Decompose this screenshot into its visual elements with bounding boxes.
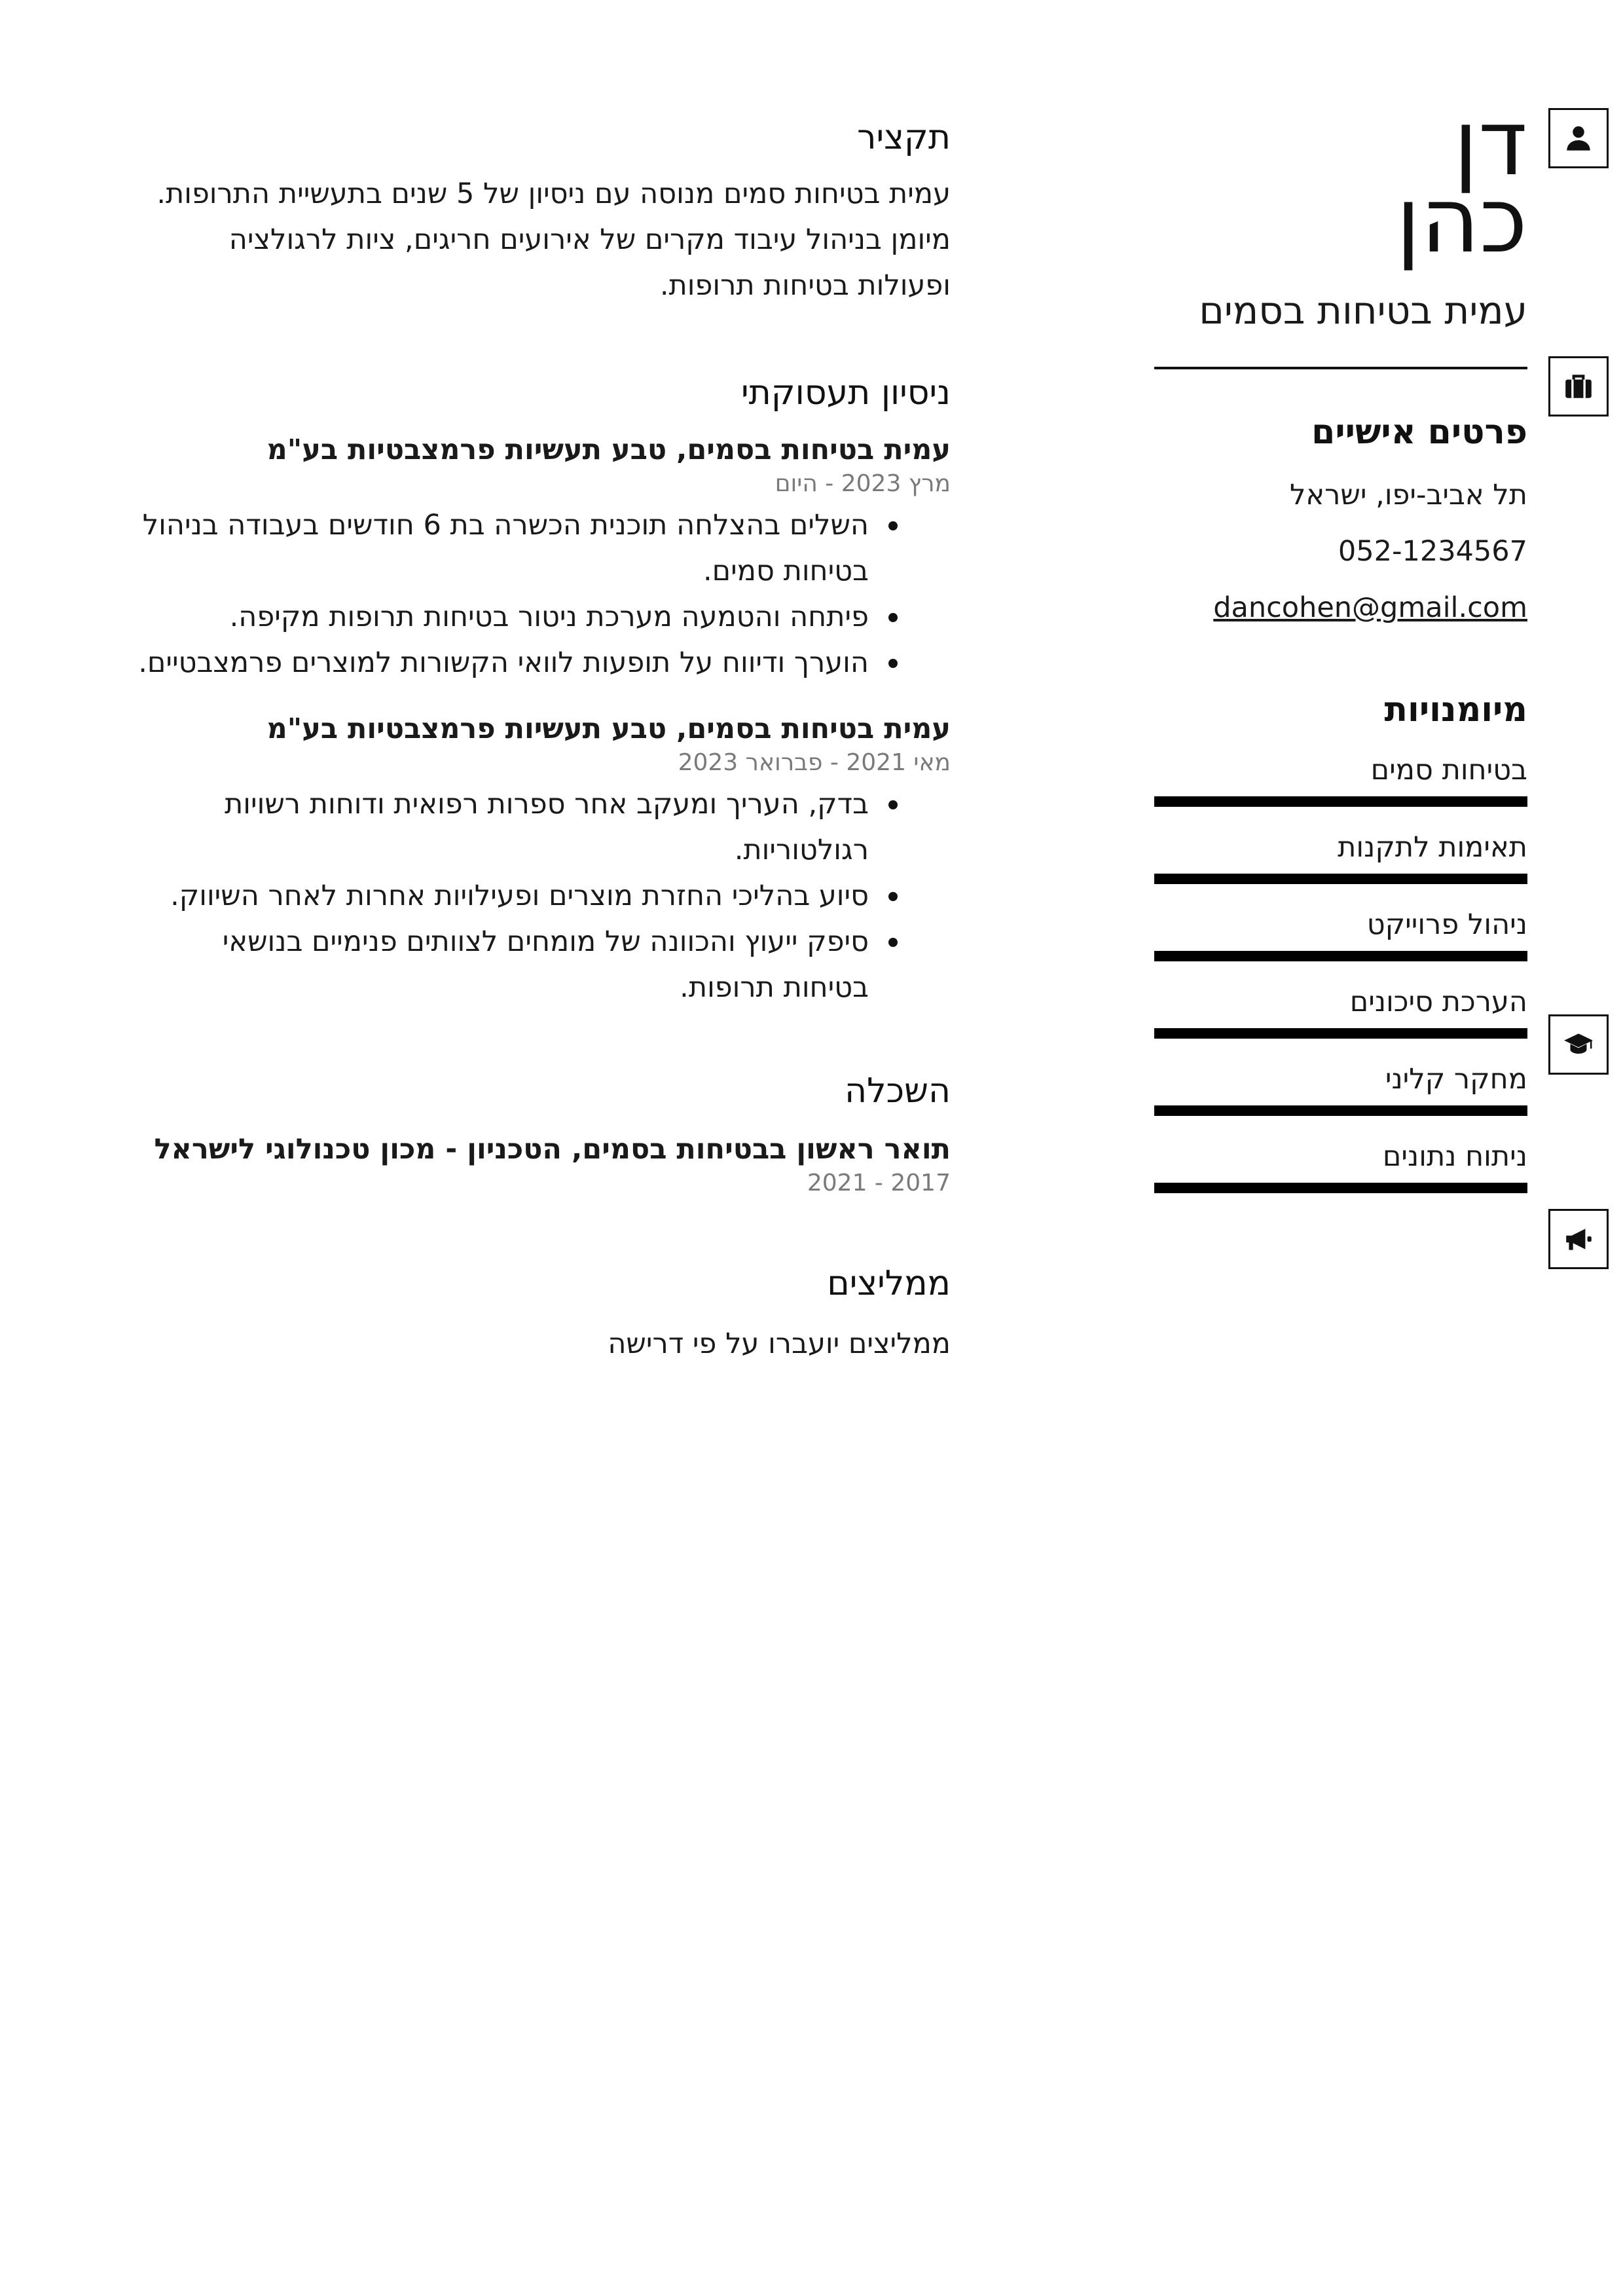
skill-level-bar bbox=[1154, 1028, 1527, 1039]
job-entry-dates: מאי 2021 - פברואר 2023 bbox=[678, 749, 951, 776]
skills-heading: מיומנויות bbox=[1384, 690, 1527, 730]
experience-heading: ניסיון תעסוקתי bbox=[740, 373, 951, 413]
job-entry-title: עמית בטיחות בסמים, טבע תעשיות פרמצבטיות בע"מ bbox=[266, 434, 951, 466]
job-title: עמית בטיחות בסמים bbox=[1199, 288, 1527, 333]
user-icon bbox=[1548, 108, 1609, 168]
education-dates: 2017 - 2021 bbox=[807, 1170, 951, 1196]
skill-item bbox=[1154, 1062, 1527, 1116]
list-item: בדק, העריך ומעקב אחר ספרות רפואית ודוחות רשויות רגולטוריות. bbox=[132, 781, 869, 873]
list-item: השלים בהצלחה תוכנית הכשרה בת 6 חודשים בעבודה בניהול בטיחות סמים. bbox=[132, 502, 869, 594]
list-item: פיתחה והטמעה מערכת ניטור בטיחות תרופות מקיפה. bbox=[132, 594, 869, 640]
skill-item bbox=[1154, 830, 1527, 884]
megaphone-icon bbox=[1548, 1209, 1609, 1269]
job-entry-dates: מרץ 2023 - היום bbox=[775, 470, 951, 497]
skill-item bbox=[1154, 1139, 1527, 1193]
skill-level-bar bbox=[1154, 951, 1527, 961]
personal-details-heading: פרטים אישיים bbox=[1311, 413, 1527, 452]
summary-section bbox=[132, 115, 951, 308]
skill-item bbox=[1154, 753, 1527, 807]
education-heading: השכלה bbox=[845, 1071, 951, 1111]
list-item: סיוע בהליכי החזרת מוצרים ופעילויות אחרות לאחר השיווק. bbox=[132, 873, 869, 919]
skill-level-bar bbox=[1154, 874, 1527, 884]
skill-label: ניהול פרוייקט bbox=[1366, 908, 1527, 941]
education-degree: תואר ראשון בבטיחות בסמים, הטכניון - מכון טכנולוגי לישראל bbox=[154, 1133, 951, 1166]
graduation-cap-icon bbox=[1548, 1014, 1609, 1075]
divider bbox=[1154, 367, 1527, 369]
sidebar bbox=[1154, 90, 1527, 1193]
summary-text: עמית בטיחות סמים מנוסה עם ניסיון של 5 שנים בתעשיית התרופות. מיומן בניהול עיבוד מקרים של אירועים חריגים, ציות לרגולציה ופעולות בטיחות תרופות. bbox=[156, 177, 951, 302]
skill-label: ניתוח נתונים bbox=[1382, 1140, 1527, 1173]
skill-label: מחקר קליני bbox=[1385, 1063, 1527, 1096]
skill-label: תאימות לתקנות bbox=[1338, 831, 1527, 864]
job-entry bbox=[132, 430, 951, 686]
location: תל אביב-יפו, ישראל bbox=[1289, 479, 1527, 511]
main-content bbox=[132, 115, 951, 1367]
email-link[interactable]: dancohen@gmail.com bbox=[1213, 591, 1527, 624]
job-entry bbox=[132, 709, 951, 1010]
last-name: כהן bbox=[1396, 168, 1527, 273]
references-text: ממליצים יועברו על פי דרישה bbox=[608, 1327, 951, 1360]
job-bullets bbox=[132, 502, 951, 686]
first-name: דן bbox=[1453, 90, 1527, 196]
education-section bbox=[132, 1068, 951, 1198]
references-heading: ממליצים bbox=[827, 1264, 951, 1303]
list-item: סיפק ייעוץ והכוונה של מומחים לצוותים פנימיים בנושאי בטיחות תרופות. bbox=[132, 919, 869, 1010]
skill-level-bar bbox=[1154, 1105, 1527, 1116]
skill-item bbox=[1154, 908, 1527, 961]
experience-section bbox=[132, 370, 951, 1010]
skill-level-bar bbox=[1154, 1183, 1527, 1193]
skill-label: הערכת סיכונים bbox=[1349, 986, 1527, 1018]
job-entry-title: עמית בטיחות בסמים, טבע תעשיות פרמצבטיות בע"מ bbox=[266, 713, 951, 745]
skill-item bbox=[1154, 985, 1527, 1039]
list-item: הוערך ודיווח על תופעות לוואי הקשורות למוצרים פרמצבטיים. bbox=[132, 640, 869, 686]
references-section bbox=[132, 1261, 951, 1367]
job-bullets bbox=[132, 781, 951, 1010]
full-name bbox=[1154, 90, 1527, 273]
personal-details bbox=[1154, 413, 1527, 625]
skills-section bbox=[1154, 690, 1527, 1193]
phone: 052-1234567 bbox=[1338, 535, 1527, 568]
skill-label: בטיחות סמים bbox=[1370, 754, 1527, 787]
summary-heading: תקציר bbox=[857, 118, 951, 157]
skill-level-bar bbox=[1154, 796, 1527, 807]
briefcase-icon bbox=[1548, 356, 1609, 417]
